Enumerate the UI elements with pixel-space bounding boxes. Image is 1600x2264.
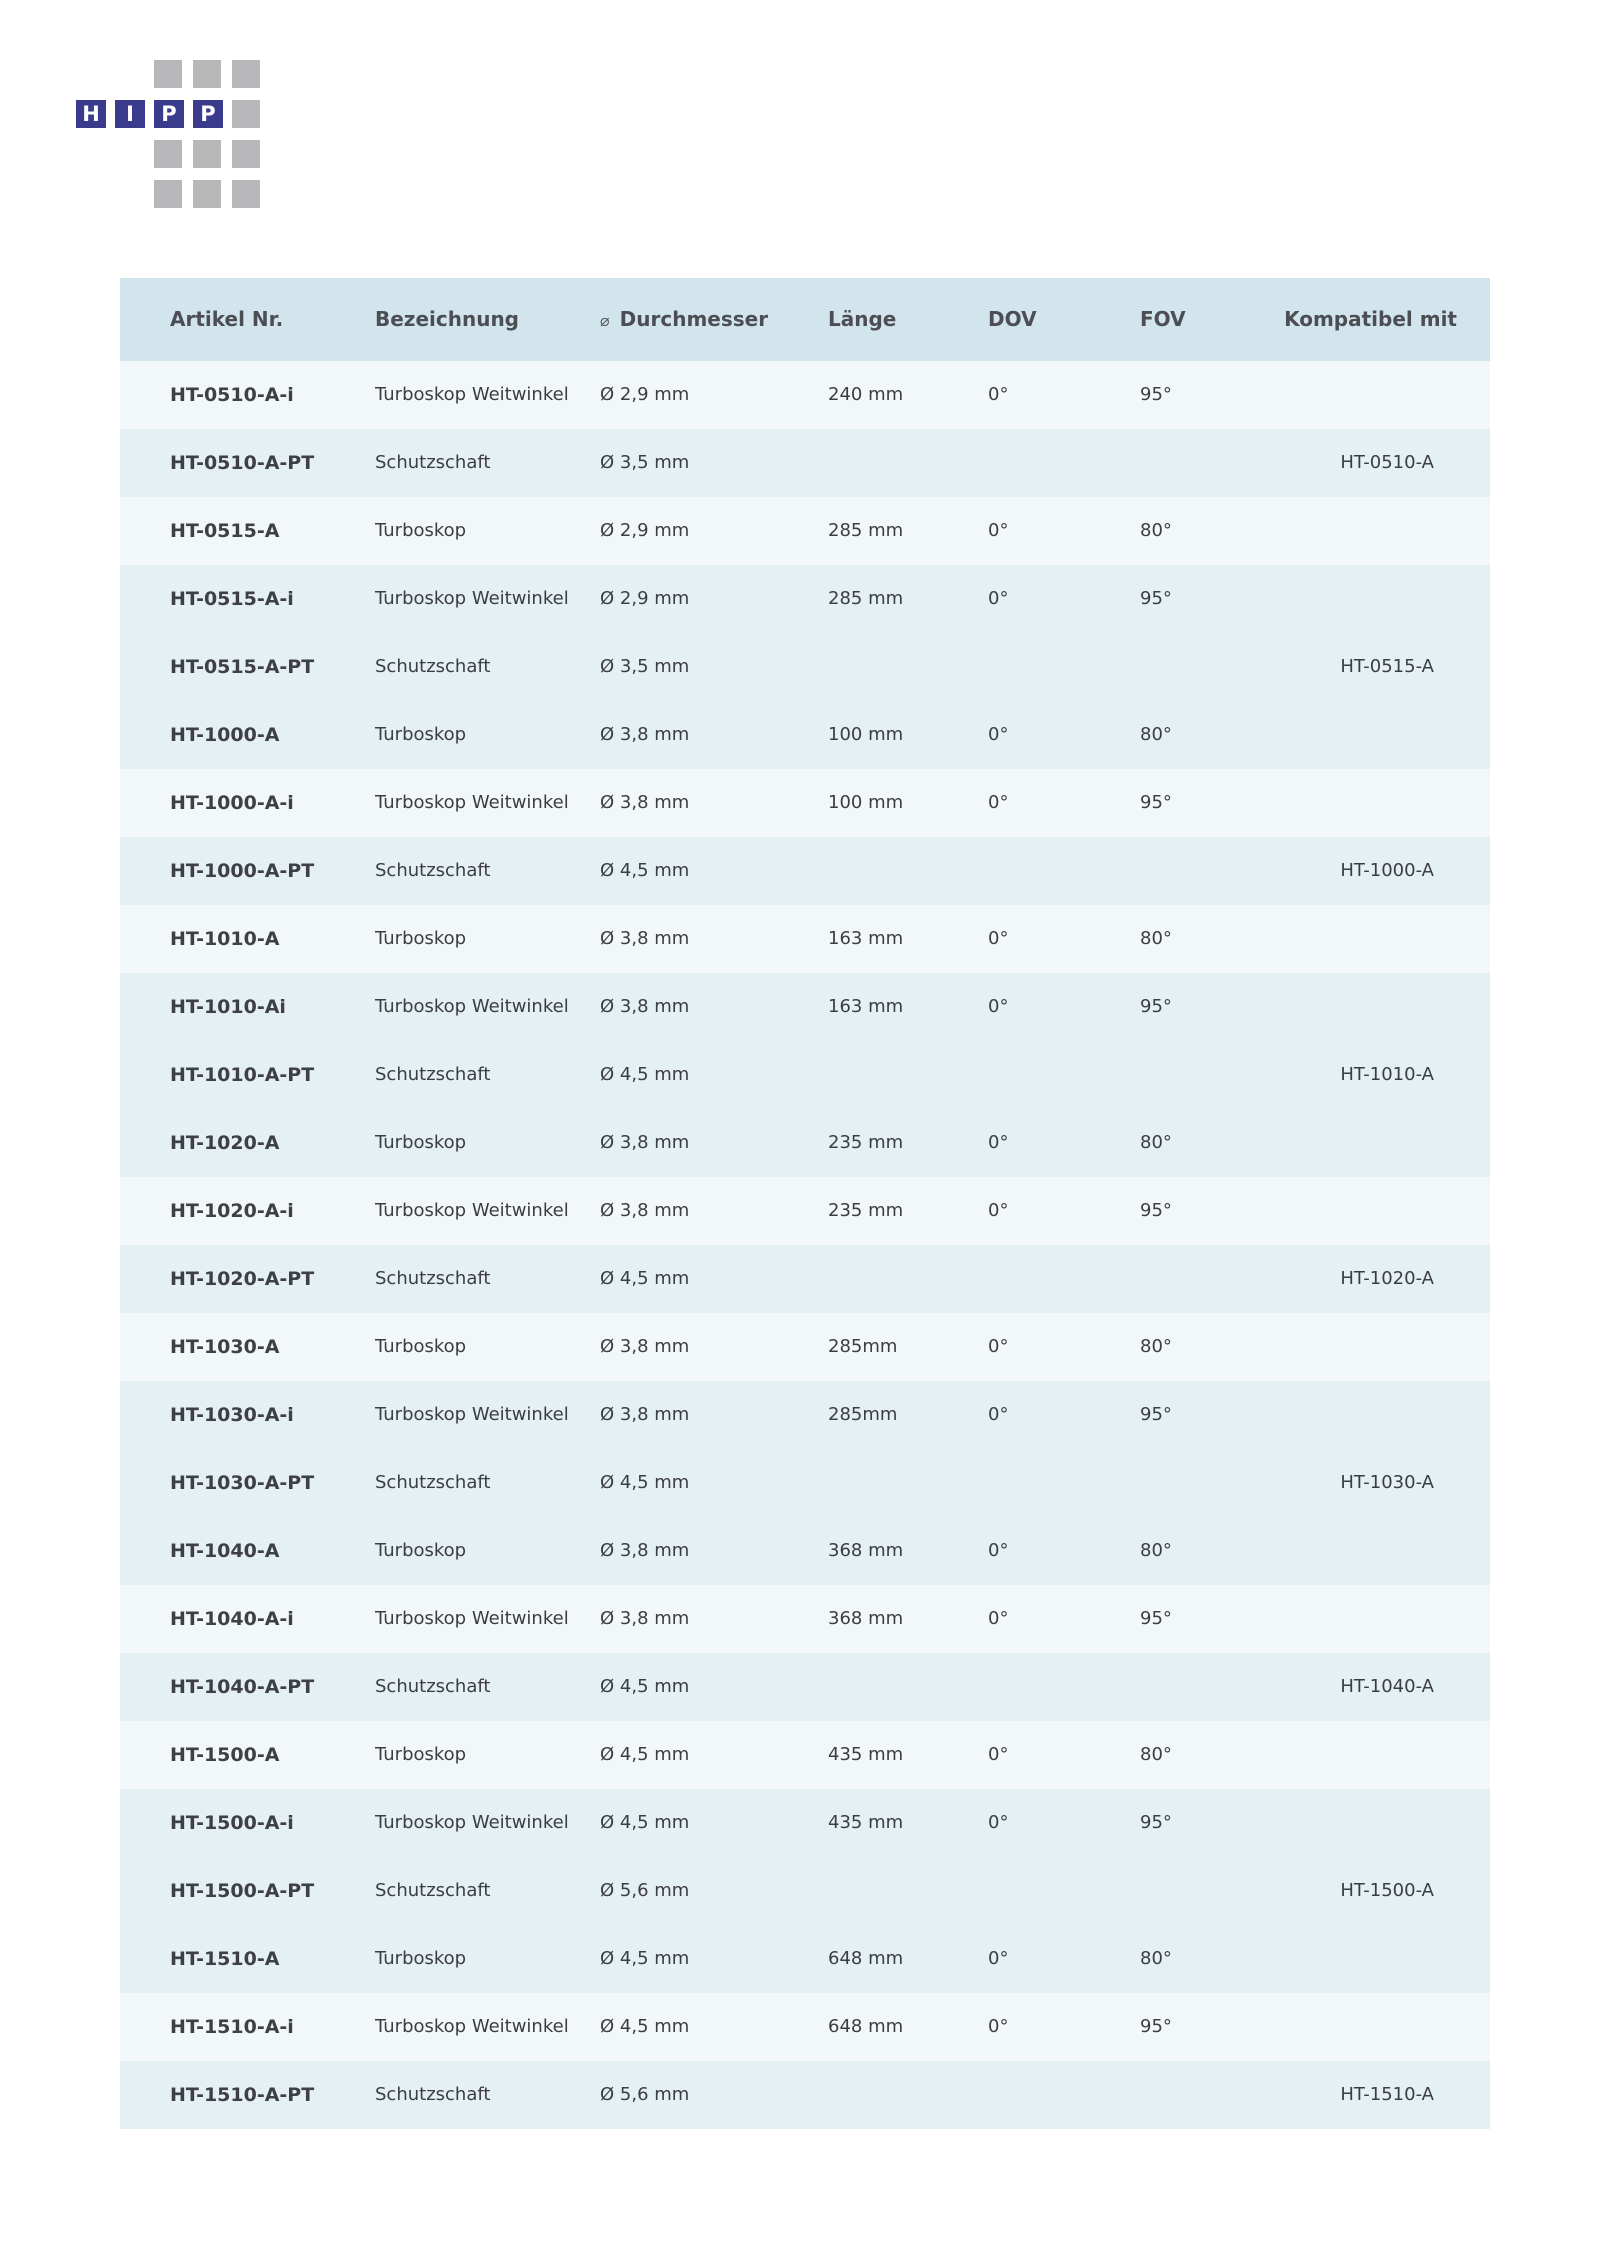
cell-dov: 0° bbox=[988, 1812, 1009, 1833]
cell-bezeichnung: Turboskop Weitwinkel bbox=[375, 1608, 569, 1629]
cell-bezeichnung: Turboskop bbox=[375, 928, 467, 949]
cell-artikel: HT-0515-A-PT bbox=[170, 656, 315, 678]
cell-kompatibel: HT-1030-A bbox=[1340, 1472, 1434, 1493]
cell-dov: 0° bbox=[988, 1132, 1009, 1153]
cell-artikel: HT-1030-A-PT bbox=[170, 1472, 315, 1494]
cell-artikel: HT-1510-A bbox=[170, 1948, 280, 1970]
product-table bbox=[120, 278, 1490, 2129]
logo-square bbox=[232, 180, 260, 208]
cell-fov: 95° bbox=[1140, 996, 1172, 1017]
cell-dov: 0° bbox=[988, 996, 1009, 1017]
cell-dov: 0° bbox=[988, 928, 1009, 949]
cell-artikel: HT-1020-A bbox=[170, 1132, 280, 1154]
cell-durchmesser: Ø 3,8 mm bbox=[600, 1404, 690, 1425]
cell-durchmesser: Ø 5,6 mm bbox=[600, 2084, 690, 2105]
cell-artikel: HT-1010-Ai bbox=[170, 996, 286, 1018]
cell-fov: 80° bbox=[1140, 1132, 1172, 1153]
cell-durchmesser: Ø 3,8 mm bbox=[600, 928, 690, 949]
diameter-icon: ⌀ bbox=[600, 311, 610, 330]
cell-artikel: HT-0510-A-PT bbox=[170, 452, 315, 474]
header-durchmesser bbox=[600, 278, 768, 362]
cell-bezeichnung: Turboskop Weitwinkel bbox=[375, 384, 569, 405]
cell-bezeichnung: Turboskop bbox=[375, 1744, 467, 1765]
cell-bezeichnung: Turboskop Weitwinkel bbox=[375, 588, 569, 609]
header-kompatibel: Kompatibel mit bbox=[1284, 307, 1457, 331]
cell-bezeichnung: Schutzschaft bbox=[375, 2084, 491, 2105]
cell-artikel: HT-1500-A bbox=[170, 1744, 280, 1766]
cell-artikel: HT-1040-A bbox=[170, 1540, 280, 1562]
cell-laenge: 285 mm bbox=[828, 588, 904, 609]
cell-artikel: HT-0515-A bbox=[170, 520, 280, 542]
cell-laenge: 285mm bbox=[828, 1404, 898, 1425]
cell-bezeichnung: Schutzschaft bbox=[375, 860, 491, 881]
cell-laenge: 285 mm bbox=[828, 520, 904, 541]
cell-bezeichnung: Turboskop bbox=[375, 724, 467, 745]
logo-letter: P bbox=[154, 100, 184, 128]
cell-kompatibel: HT-1020-A bbox=[1340, 1268, 1434, 1289]
cell-durchmesser: Ø 5,6 mm bbox=[600, 1880, 690, 1901]
cell-fov: 80° bbox=[1140, 1336, 1172, 1357]
cell-durchmesser: Ø 3,8 mm bbox=[600, 1200, 690, 1221]
cell-laenge: 368 mm bbox=[828, 1540, 904, 1561]
cell-fov: 95° bbox=[1140, 588, 1172, 609]
cell-durchmesser: Ø 3,8 mm bbox=[600, 792, 690, 813]
table-row bbox=[120, 1517, 1490, 1585]
cell-dov: 0° bbox=[988, 1948, 1009, 1969]
cell-bezeichnung: Turboskop bbox=[375, 1540, 467, 1561]
table-row bbox=[120, 633, 1490, 701]
cell-durchmesser: Ø 4,5 mm bbox=[600, 1676, 690, 1697]
cell-laenge: 368 mm bbox=[828, 1608, 904, 1629]
table-row bbox=[120, 1721, 1490, 1789]
cell-laenge: 100 mm bbox=[828, 792, 904, 813]
cell-fov: 95° bbox=[1140, 1200, 1172, 1221]
cell-dov: 0° bbox=[988, 2016, 1009, 2037]
table-row bbox=[120, 905, 1490, 973]
cell-fov: 80° bbox=[1140, 928, 1172, 949]
cell-durchmesser: Ø 4,5 mm bbox=[600, 1268, 690, 1289]
cell-kompatibel: HT-1040-A bbox=[1340, 1676, 1434, 1697]
cell-durchmesser: Ø 4,5 mm bbox=[600, 1472, 690, 1493]
table-row bbox=[120, 973, 1490, 1041]
logo-letter: I bbox=[115, 100, 145, 128]
cell-artikel: HT-1510-A-PT bbox=[170, 2084, 315, 2106]
table-row bbox=[120, 1857, 1490, 1925]
logo-square bbox=[193, 180, 221, 208]
table-row bbox=[120, 1585, 1490, 1653]
header-bezeichnung: Bezeichnung bbox=[375, 307, 519, 331]
cell-bezeichnung: Turboskop Weitwinkel bbox=[375, 1200, 569, 1221]
cell-artikel: HT-1000-A-PT bbox=[170, 860, 315, 882]
cell-artikel: HT-1500-A-i bbox=[170, 1812, 294, 1834]
cell-fov: 95° bbox=[1140, 1404, 1172, 1425]
cell-durchmesser: Ø 4,5 mm bbox=[600, 1064, 690, 1085]
cell-artikel: HT-1500-A-PT bbox=[170, 1880, 315, 1902]
cell-laenge: 285mm bbox=[828, 1336, 898, 1357]
logo-square bbox=[154, 60, 182, 88]
cell-fov: 80° bbox=[1140, 1540, 1172, 1561]
cell-bezeichnung: Turboskop bbox=[375, 1336, 467, 1357]
table-row bbox=[120, 2061, 1490, 2129]
table-row bbox=[120, 429, 1490, 497]
cell-artikel: HT-1010-A-PT bbox=[170, 1064, 315, 1086]
table-row bbox=[120, 1245, 1490, 1313]
header-dov: DOV bbox=[988, 307, 1037, 331]
cell-fov: 95° bbox=[1140, 1608, 1172, 1629]
logo-letter: H bbox=[76, 100, 106, 128]
cell-bezeichnung: Turboskop bbox=[375, 1132, 467, 1153]
table-row bbox=[120, 1313, 1490, 1381]
cell-dov: 0° bbox=[988, 520, 1009, 541]
table-row bbox=[120, 1993, 1490, 2061]
table-row bbox=[120, 1925, 1490, 1993]
header-fov: FOV bbox=[1140, 307, 1186, 331]
table-row bbox=[120, 1789, 1490, 1857]
cell-artikel: HT-1000-A bbox=[170, 724, 280, 746]
table-row bbox=[120, 837, 1490, 905]
cell-bezeichnung: Schutzschaft bbox=[375, 656, 491, 677]
cell-laenge: 648 mm bbox=[828, 2016, 904, 2037]
cell-artikel: HT-1030-A bbox=[170, 1336, 280, 1358]
logo-square bbox=[154, 140, 182, 168]
cell-laenge: 163 mm bbox=[828, 996, 904, 1017]
logo-square bbox=[193, 60, 221, 88]
cell-fov: 95° bbox=[1140, 2016, 1172, 2037]
cell-artikel: HT-1030-A-i bbox=[170, 1404, 294, 1426]
cell-durchmesser: Ø 4,5 mm bbox=[600, 1812, 690, 1833]
cell-kompatibel: HT-1010-A bbox=[1340, 1064, 1434, 1085]
table-row bbox=[120, 1109, 1490, 1177]
table-header bbox=[120, 278, 1490, 361]
cell-artikel: HT-1510-A-i bbox=[170, 2016, 294, 2038]
cell-bezeichnung: Turboskop Weitwinkel bbox=[375, 1812, 569, 1833]
table-row bbox=[120, 1381, 1490, 1449]
cell-dov: 0° bbox=[988, 1336, 1009, 1357]
cell-artikel: HT-1020-A-PT bbox=[170, 1268, 315, 1290]
table-body bbox=[120, 361, 1490, 2129]
cell-dov: 0° bbox=[988, 792, 1009, 813]
cell-bezeichnung: Turboskop bbox=[375, 520, 467, 541]
cell-bezeichnung: Turboskop bbox=[375, 1948, 467, 1969]
cell-kompatibel: HT-1000-A bbox=[1340, 860, 1434, 881]
cell-durchmesser: Ø 3,8 mm bbox=[600, 1608, 690, 1629]
cell-bezeichnung: Turboskop Weitwinkel bbox=[375, 792, 569, 813]
cell-kompatibel: HT-0510-A bbox=[1340, 452, 1434, 473]
cell-durchmesser: Ø 3,8 mm bbox=[600, 996, 690, 1017]
table-row bbox=[120, 1177, 1490, 1245]
cell-durchmesser: Ø 2,9 mm bbox=[600, 384, 690, 405]
cell-dov: 0° bbox=[988, 1540, 1009, 1561]
cell-durchmesser: Ø 4,5 mm bbox=[600, 860, 690, 881]
cell-laenge: 100 mm bbox=[828, 724, 904, 745]
cell-laenge: 435 mm bbox=[828, 1744, 904, 1765]
table-row bbox=[120, 701, 1490, 769]
cell-bezeichnung: Schutzschaft bbox=[375, 1064, 491, 1085]
header-artikel: Artikel Nr. bbox=[170, 307, 284, 331]
cell-bezeichnung: Schutzschaft bbox=[375, 1676, 491, 1697]
cell-dov: 0° bbox=[988, 724, 1009, 745]
cell-bezeichnung: Turboskop Weitwinkel bbox=[375, 1404, 569, 1425]
cell-laenge: 235 mm bbox=[828, 1200, 904, 1221]
cell-dov: 0° bbox=[988, 384, 1009, 405]
cell-artikel: HT-1010-A bbox=[170, 928, 280, 950]
cell-fov: 95° bbox=[1140, 384, 1172, 405]
logo-letter: P bbox=[193, 100, 223, 128]
cell-laenge: 235 mm bbox=[828, 1132, 904, 1153]
cell-durchmesser: Ø 2,9 mm bbox=[600, 520, 690, 541]
cell-bezeichnung: Turboskop Weitwinkel bbox=[375, 996, 569, 1017]
cell-durchmesser: Ø 3,5 mm bbox=[600, 452, 690, 473]
cell-durchmesser: Ø 3,8 mm bbox=[600, 1540, 690, 1561]
cell-durchmesser: Ø 2,9 mm bbox=[600, 588, 690, 609]
cell-durchmesser: Ø 3,8 mm bbox=[600, 1336, 690, 1357]
cell-bezeichnung: Schutzschaft bbox=[375, 1268, 491, 1289]
cell-fov: 80° bbox=[1140, 1948, 1172, 1969]
cell-dov: 0° bbox=[988, 1744, 1009, 1765]
table-row bbox=[120, 1653, 1490, 1721]
cell-artikel: HT-1000-A-i bbox=[170, 792, 294, 814]
cell-durchmesser: Ø 3,5 mm bbox=[600, 656, 690, 677]
cell-artikel: HT-0515-A-i bbox=[170, 588, 294, 610]
cell-dov: 0° bbox=[988, 588, 1009, 609]
cell-dov: 0° bbox=[988, 1200, 1009, 1221]
table-row bbox=[120, 1041, 1490, 1109]
cell-bezeichnung: Schutzschaft bbox=[375, 1880, 491, 1901]
header-durchmesser-label: Durchmesser bbox=[619, 307, 769, 331]
cell-laenge: 163 mm bbox=[828, 928, 904, 949]
logo-square bbox=[154, 180, 182, 208]
hipp-logo bbox=[76, 60, 266, 212]
cell-artikel: HT-1040-A-PT bbox=[170, 1676, 315, 1698]
logo-square bbox=[232, 100, 260, 128]
cell-kompatibel: HT-1510-A bbox=[1340, 2084, 1434, 2105]
table-row bbox=[120, 361, 1490, 429]
cell-laenge: 648 mm bbox=[828, 1948, 904, 1969]
cell-kompatibel: HT-1500-A bbox=[1340, 1880, 1434, 1901]
cell-fov: 80° bbox=[1140, 1744, 1172, 1765]
header-laenge: Länge bbox=[828, 307, 897, 331]
cell-laenge: 435 mm bbox=[828, 1812, 904, 1833]
cell-kompatibel: HT-0515-A bbox=[1340, 656, 1434, 677]
cell-artikel: HT-0510-A-i bbox=[170, 384, 294, 406]
cell-dov: 0° bbox=[988, 1404, 1009, 1425]
cell-bezeichnung: Schutzschaft bbox=[375, 452, 491, 473]
logo-square bbox=[193, 140, 221, 168]
table-row bbox=[120, 497, 1490, 565]
cell-fov: 80° bbox=[1140, 724, 1172, 745]
cell-fov: 95° bbox=[1140, 792, 1172, 813]
cell-durchmesser: Ø 3,8 mm bbox=[600, 724, 690, 745]
cell-dov: 0° bbox=[988, 1608, 1009, 1629]
table-row bbox=[120, 1449, 1490, 1517]
cell-durchmesser: Ø 3,8 mm bbox=[600, 1132, 690, 1153]
cell-artikel: HT-1020-A-i bbox=[170, 1200, 294, 1222]
cell-bezeichnung: Schutzschaft bbox=[375, 1472, 491, 1493]
cell-bezeichnung: Turboskop Weitwinkel bbox=[375, 2016, 569, 2037]
table-row bbox=[120, 769, 1490, 837]
cell-laenge: 240 mm bbox=[828, 384, 904, 405]
cell-durchmesser: Ø 4,5 mm bbox=[600, 1948, 690, 1969]
cell-artikel: HT-1040-A-i bbox=[170, 1608, 294, 1630]
cell-durchmesser: Ø 4,5 mm bbox=[600, 1744, 690, 1765]
table-row bbox=[120, 565, 1490, 633]
logo-square bbox=[232, 140, 260, 168]
cell-durchmesser: Ø 4,5 mm bbox=[600, 2016, 690, 2037]
cell-fov: 95° bbox=[1140, 1812, 1172, 1833]
logo-square bbox=[232, 60, 260, 88]
cell-fov: 80° bbox=[1140, 520, 1172, 541]
